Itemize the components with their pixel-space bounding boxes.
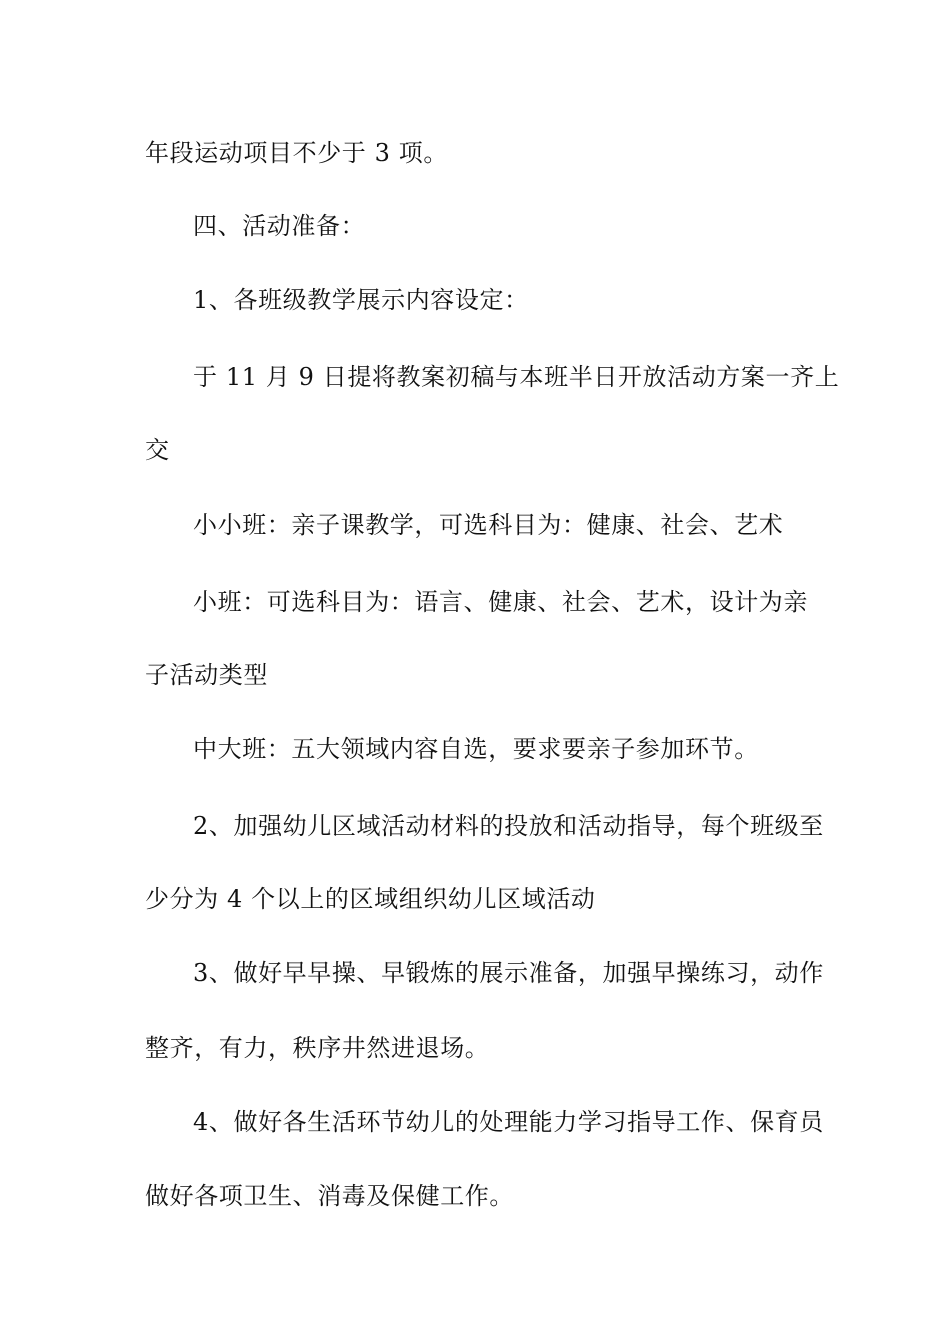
- text-line: 整齐，有力，秩序井然进退场。: [145, 1034, 490, 1062]
- text-line: 少分为 4 个以上的区域组织幼儿区域活动: [145, 885, 596, 913]
- text-line: 2、加强幼儿区域活动材料的投放和活动指导，每个班级至: [193, 812, 824, 840]
- text-line: 小班：可选科目为：语言、健康、社会、艺术，设计为亲: [193, 588, 808, 616]
- section-heading: 四、活动准备：: [193, 212, 366, 240]
- text-line: 于 11 月 9 日提将教案初稿与本班半日开放活动方案一齐上: [193, 363, 840, 391]
- text-line: 年段运动项目不少于 3 项。: [145, 139, 448, 167]
- text-line: 做好各项卫生、消毒及保健工作。: [145, 1182, 514, 1210]
- text-line: 子活动类型: [145, 661, 268, 689]
- text-line: 3、做好早早操、早锻炼的展示准备，加强早操练习，动作: [193, 959, 824, 987]
- text-line: 小小班：亲子课教学，可选科目为：健康、社会、艺术: [193, 511, 784, 539]
- text-line: 交: [145, 436, 170, 464]
- text-line: 4、做好各生活环节幼儿的处理能力学习指导工作、保育员: [193, 1108, 824, 1136]
- text-line: 中大班：五大领域内容自选，要求要亲子参加环节。: [193, 735, 759, 763]
- text-line: 1、各班级教学展示内容设定：: [193, 286, 529, 314]
